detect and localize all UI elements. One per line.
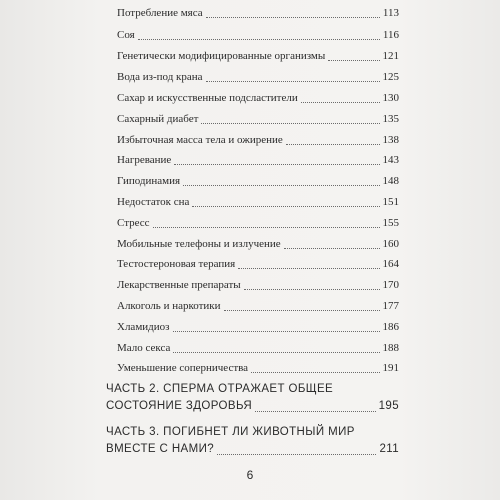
toc-entry [117,129,399,147]
dot-leader [328,59,379,61]
toc-entry-page: 160 [382,238,399,250]
toc-entry [117,24,399,42]
toc-entry-title: Уменьшение соперничества [117,362,249,374]
dot-leader [244,288,380,290]
toc-entry-page: 125 [382,71,399,83]
toc-entry-title: Вода из-под крана [117,71,203,83]
toc-entry-page: 186 [382,321,399,333]
toc-entry [117,149,399,167]
toc-entry [117,108,399,126]
toc-entry-title: Сахарный диабет [117,113,199,125]
toc-part-page: 211 [379,443,399,455]
toc-part-page: 195 [378,400,399,412]
toc-part-title-line1: ЧАСТЬ 2. СПЕРМА ОТРАЖАЕТ ОБЩЕЕ [106,383,334,395]
toc-entry-title: Мало секса [117,342,171,354]
toc-entry [117,316,399,334]
toc-entry [117,170,399,188]
toc-part [106,381,399,415]
toc-entry [117,45,399,63]
toc-part-title-line2: СОСТОЯНИЕ ЗДОРОВЬЯ [106,400,253,412]
dot-leader [174,163,379,165]
dot-leader [255,410,375,412]
toc-entry-page: 121 [382,50,399,62]
dot-leader [173,351,379,353]
toc-entry [117,2,399,20]
toc-entry [117,87,399,105]
toc-entry-title: Избыточная масса тела и ожирение [117,134,283,146]
dot-leader [201,122,379,124]
toc-entry-title: Гиподинамия [117,175,181,187]
toc-entry-title: Потребление мяса [117,7,203,19]
toc-part-title-line1: ЧАСТЬ 3. ПОГИБНЕТ ЛИ ЖИВОТНЫЙ МИР [106,426,355,438]
toc-entry-title: Недостаток сна [117,196,190,208]
toc-entry-title: Мобильные телефоны и излучение [117,238,281,250]
toc-entry-title: Алкоголь и наркотики [117,300,221,312]
dot-leader [217,453,376,455]
toc-entry-title: Генетически модифицированные организмы [117,50,326,62]
toc-entry [117,212,399,230]
page-number: 6 [246,468,254,482]
dot-leader [173,330,380,332]
toc-entry-page: 151 [382,196,399,208]
toc-part-title-line2: ВМЕСТЕ С НАМИ? [106,443,215,455]
dot-leader [284,247,380,249]
dot-leader [183,184,379,186]
dot-leader [138,38,380,40]
toc-entry-title: Сахар и искусственные подсластители [117,92,298,104]
toc-entry-page: 130 [382,92,399,104]
toc-entry [117,357,399,375]
toc-entry-title: Лекарственные препараты [117,279,241,291]
toc-entry-page: 113 [382,7,399,19]
toc-entry-page: 188 [382,342,399,354]
toc-entry [117,295,399,313]
toc-entry [117,191,399,209]
toc-entry-page: 177 [382,300,399,312]
dot-leader [251,371,379,373]
dot-leader [206,16,380,18]
toc-entry [117,253,399,271]
toc-entry [117,233,399,251]
toc-entry-page: 191 [382,362,399,374]
toc-entry [117,66,399,84]
toc-entry-page: 170 [382,279,399,291]
toc-entry-page: 148 [382,175,399,187]
dot-leader [192,205,379,207]
toc-entry-page: 138 [382,134,399,146]
toc-entry-title: Нагревание [117,154,172,166]
toc-entry [117,274,399,292]
dot-leader [206,80,380,82]
toc-entry-page: 135 [382,113,399,125]
toc-part [106,424,399,458]
toc-entry-title: Хламидиоз [117,321,170,333]
toc-entry-page: 155 [382,217,399,229]
toc-entry-page: 143 [382,154,399,166]
toc-entry [117,337,399,355]
toc-entry-title: Стресс [117,217,150,229]
dot-leader [224,309,380,311]
dot-leader [301,101,380,103]
toc-entry-title: Соя [117,29,135,41]
dot-leader [286,143,380,145]
dot-leader [238,267,379,269]
toc-entry-page: 116 [382,29,399,41]
toc-entry-title: Тестостероновая терапия [117,258,236,270]
dot-leader [153,226,380,228]
toc-entry-page: 164 [382,258,399,270]
